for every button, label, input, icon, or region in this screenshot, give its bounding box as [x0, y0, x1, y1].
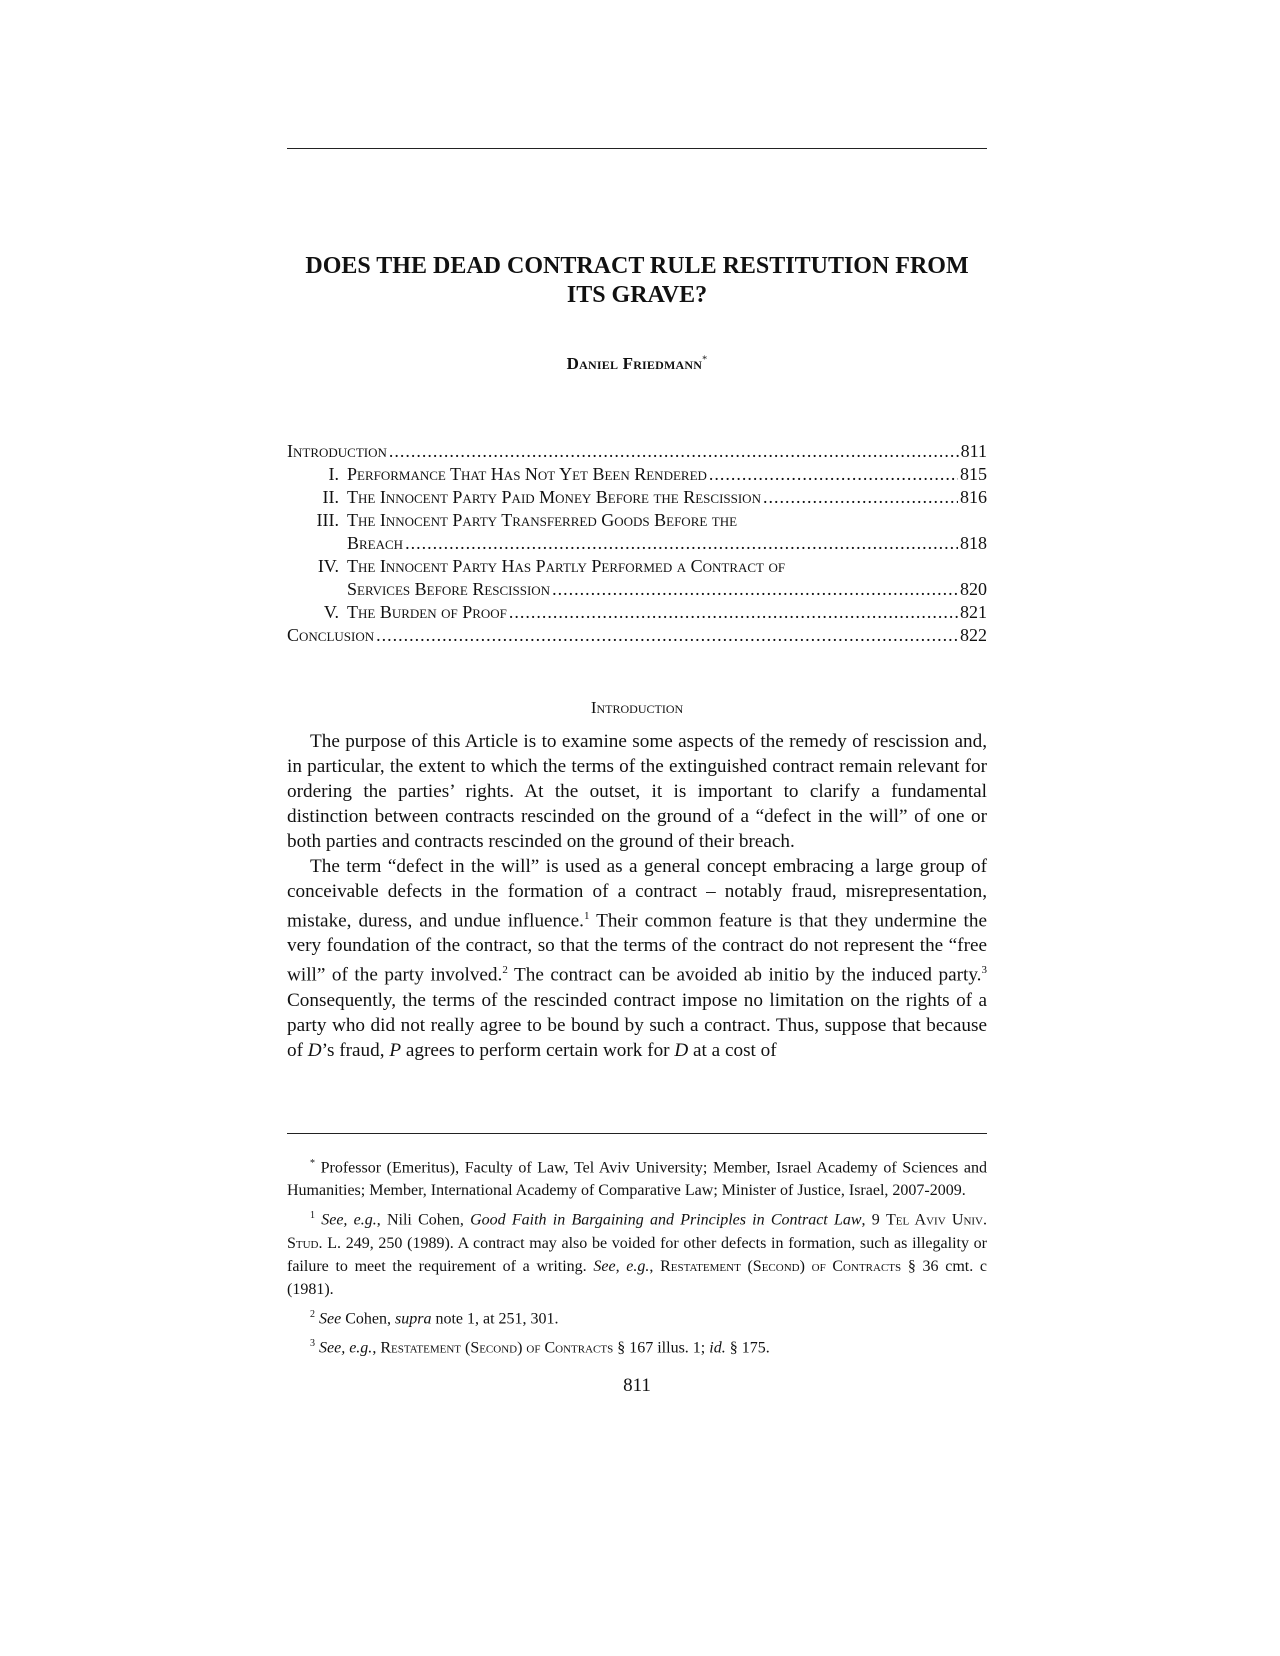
paragraph: The purpose of this Article is to examine some aspects of the remedy of rescission and, in particular, the extent to which the terms of the extinguished contract remain relevant for ordering the parties’ rights. At the outset, it is important to clarify a fundamental distinction between contracts rescinded on the ground of a “defect in the will” of one or both parties and contracts rescinded on the ground of their breach. [287, 731, 987, 852]
signal: See, e.g. [593, 1257, 650, 1275]
signal: See, e.g. [315, 1339, 373, 1357]
toc-row-number: III. [316, 510, 339, 530]
footnote-text: , Nili Cohen, [376, 1211, 471, 1229]
toc-row-label: The Burden of Proof [347, 602, 507, 622]
toc-row-label: Services Before Rescission [347, 579, 551, 599]
toc-row [287, 601, 987, 624]
footnote-rule [287, 1133, 987, 1134]
toc-row-label: Conclusion [287, 625, 375, 645]
toc-row [287, 532, 987, 555]
footnote [287, 1204, 987, 1300]
toc-row-number: IV. [317, 556, 339, 576]
article-title: DOES THE DEAD CONTRACT RULE RESTITUTION FROM ITS GRAVE? [305, 253, 969, 308]
toc-row [287, 463, 987, 486]
footnote-ref: 3 [981, 964, 987, 977]
footnote-mark: 2 [310, 1308, 315, 1320]
toc-leader-dots [763, 486, 958, 509]
text-run: ’s fraud, [321, 1039, 390, 1061]
footnote [287, 1303, 987, 1330]
source-name: Restatement (Second) of Contracts [660, 1257, 902, 1275]
toc-leader-dots [389, 440, 959, 463]
footnote-ref: 2 [502, 964, 508, 977]
toc-row-label: The Innocent Party Has Partly Performed a Contract of [347, 556, 786, 576]
journal-name: Tel Aviv Univ. Stud. L. [287, 1211, 987, 1252]
party-name: D [307, 1039, 322, 1061]
footnote [287, 1332, 987, 1359]
text-run: at a cost of [688, 1039, 777, 1061]
author-name: Daniel Friedmann [566, 354, 703, 373]
table-of-contents [287, 440, 987, 647]
text-run: The term “defect in the will” is used as a general concept embracing a large group of conceivable defects in the formation of a contract – notably fraud, misrepresentation, mistake, duress, and undue influence. [287, 856, 987, 932]
footnote-text: Cohen, [341, 1309, 395, 1327]
footnote-text: § 167 illus. 1; [613, 1339, 710, 1357]
toc-row [287, 486, 987, 509]
toc-row-label: The Innocent Party Paid Money Before the Rescission [347, 487, 761, 507]
text-run: agrees to perform certain work for [401, 1039, 675, 1061]
toc-row-number: I. [328, 464, 339, 484]
footnote-ref: 1 [583, 910, 590, 922]
toc-row [287, 578, 987, 601]
toc-row [287, 440, 987, 463]
footnote-text: , [649, 1257, 661, 1275]
footnote-text: § 175. [725, 1339, 770, 1357]
footnotes [287, 1152, 987, 1361]
signal: See, e.g. [315, 1211, 377, 1229]
signal: id. [709, 1339, 726, 1357]
toc-row-page: 815 [960, 464, 987, 484]
toc-row-label: Introduction [287, 441, 387, 461]
page-number: 811 [623, 1375, 651, 1396]
cited-title: Good Faith in Bargaining and Principles in Contract Law [470, 1211, 862, 1229]
toc-row-page: 821 [960, 602, 987, 622]
toc-row [287, 624, 987, 647]
text-run: The contract can be avoided ab initio by the induced party. [507, 964, 982, 986]
header-rule [287, 148, 987, 149]
text-run: Consequently, the terms of the rescinded contract impose no limitation on the rights of a party who did not really agree to be bound by such a contract. Thus, suppose that because of [287, 989, 987, 1061]
footnote-text: note 1, at 251, 301. [431, 1309, 559, 1327]
toc-leader-dots [509, 601, 958, 624]
toc-row-number: V. [323, 602, 339, 622]
footnote-mark: 3 [310, 1337, 315, 1349]
footnote-text: , 9 [861, 1211, 886, 1229]
signal: See [315, 1309, 342, 1327]
toc-row-label: The Innocent Party Transferred Goods Before the [347, 510, 738, 530]
source-name: Restatement (Second) of Contracts [380, 1339, 614, 1357]
party-name: P [389, 1039, 402, 1061]
toc-row-page: 818 [960, 533, 987, 553]
toc-leader-dots [376, 624, 958, 647]
footnote-mark: * [310, 1158, 315, 1169]
footnote-text: § 36 cmt. c (1981). [287, 1257, 988, 1298]
toc-row [287, 509, 987, 532]
footnote-text: Professor (Emeritus), Faculty of Law, Tel Aviv University; Member, Israel Academy of Sciences and Humanities; Member, International Academy of Comparative Law; Minister of Justice, Israel, 2007-2009. [287, 1159, 987, 1200]
toc-row-page: 822 [960, 625, 987, 645]
author-footnote-mark: * [702, 354, 708, 366]
toc-leader-dots [709, 463, 958, 486]
toc-row-label: Performance That Has Not Yet Been Rendered [347, 464, 707, 484]
signal: supra [394, 1309, 432, 1327]
toc-row-page: 816 [960, 487, 987, 507]
section-heading: Introduction [590, 698, 684, 717]
toc-row-number: II. [322, 487, 339, 507]
toc-row-page: 811 [960, 441, 987, 461]
text-run: Their common feature is that they undermine the very foundation of the contract, so that the terms of the contract do not represent the “free will” of the party involved. [287, 910, 987, 986]
toc-leader-dots [405, 532, 958, 555]
paragraph [287, 854, 987, 1063]
footnote [287, 1152, 987, 1202]
toc-row [287, 555, 987, 578]
party-name: D [674, 1039, 689, 1061]
article-body [287, 729, 987, 1063]
footnote-mark: 1 [310, 1210, 315, 1222]
toc-row-page: 820 [960, 579, 987, 599]
toc-leader-dots [552, 578, 958, 601]
footnote-text: 249, 250 (1989). A contract may also be voided for other defects in formation, such as illegality or failure to meet the requirement of a writing. [287, 1234, 988, 1275]
toc-row-label: Breach [347, 533, 404, 553]
footnote-text: , [372, 1339, 381, 1357]
article-author [287, 354, 987, 374]
